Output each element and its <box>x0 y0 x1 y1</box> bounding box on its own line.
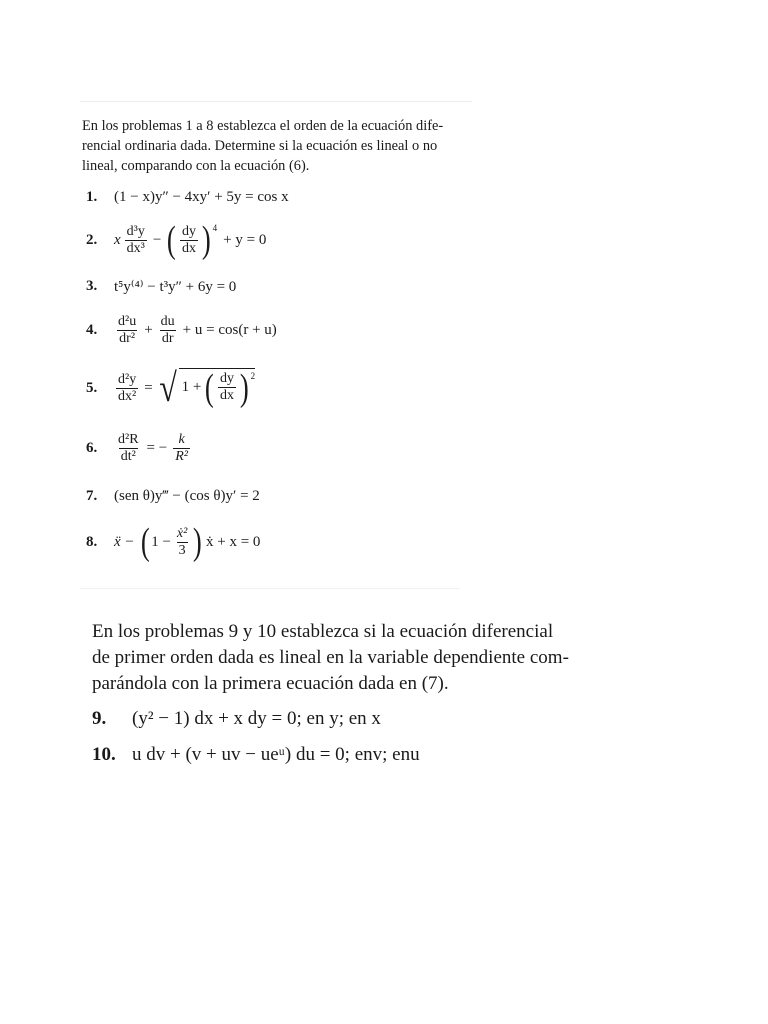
denominator: dx³ <box>126 240 145 256</box>
equation <box>114 432 192 465</box>
equation: t⁵y⁽⁴⁾ − t³y″ + 6y = 0 <box>114 279 237 295</box>
fraction <box>116 372 138 405</box>
intro-paragraph <box>82 116 474 176</box>
numerator: du <box>160 314 175 329</box>
problem-number: 3. <box>86 278 98 294</box>
fraction <box>218 371 236 404</box>
fraction <box>175 526 189 559</box>
numerator: d²y <box>118 371 137 387</box>
numerator: ẋ² <box>176 525 188 541</box>
equation <box>114 523 260 561</box>
denominator: dt² <box>120 449 136 464</box>
problem-number: 4. <box>86 322 98 338</box>
denominator: dx <box>182 240 196 256</box>
equation: u dv + (v + uv − ueᵘ) du = 0; env; enu <box>132 744 420 765</box>
section-divider <box>80 588 460 589</box>
numerator: d²u <box>118 314 137 329</box>
intro-line-1: En los problemas 1 a 8 establezca el orden de la ecuación dife- <box>82 118 444 134</box>
numerator: dy <box>220 371 234 386</box>
equation <box>114 221 266 259</box>
numerator: d²R <box>118 432 139 447</box>
denominator: dr <box>161 331 174 346</box>
exponent: 4 <box>212 223 218 233</box>
problem-number: 1. <box>86 189 98 205</box>
intro-line-2: rencial ordinaria dada. Determine si la ecuación es lineal o no <box>82 138 438 154</box>
intro2-line-2: de primer orden dada es lineal en la variable dependiente com- <box>92 647 569 668</box>
problem-3 <box>86 277 236 296</box>
intro-paragraph-2 <box>92 619 612 697</box>
eq-term: 1 + <box>181 379 202 395</box>
problem-8 <box>86 523 260 561</box>
problem-number: 8. <box>86 533 98 550</box>
eq-tail: ẋ + x = 0 <box>205 533 261 550</box>
denominator: 3 <box>178 542 186 558</box>
radical-sign: √ <box>158 365 177 410</box>
problem-6 <box>86 432 192 465</box>
eq-operator: − <box>152 231 162 248</box>
eq-operator: + <box>144 322 153 338</box>
denominator: dx <box>220 388 234 403</box>
left-paren: ( <box>140 521 150 563</box>
eq-term: ẍ − <box>114 533 135 550</box>
fraction <box>116 314 138 347</box>
equation: (sen θ)y‴ − (cos θ)y′ = 2 <box>114 488 260 504</box>
right-paren: ) <box>239 366 249 409</box>
eq-operator: = − <box>146 440 168 456</box>
numerator: d³y <box>126 223 145 239</box>
problem-9 <box>92 708 381 730</box>
denominator: dr² <box>119 331 136 346</box>
fraction <box>116 432 141 465</box>
radicand <box>179 368 256 407</box>
intro2-line-3: parándola con la primera ecuación dada en (7). <box>92 673 449 694</box>
problem-1 <box>86 189 289 206</box>
fraction <box>159 314 177 347</box>
problem-number: 10. <box>92 744 116 765</box>
right-paren: ) <box>193 521 203 563</box>
equation: (1 − x)y″ − 4xy′ + 5y = cos x <box>114 189 289 205</box>
problem-7 <box>86 488 260 505</box>
denominator: dx² <box>118 388 137 404</box>
eq-term: x <box>114 231 121 248</box>
numerator: k <box>178 432 185 447</box>
equation <box>114 314 277 347</box>
denominator: R² <box>175 449 188 464</box>
intro2-line-1: En los problemas 9 y 10 establezca si la ecuación diferencial <box>92 621 554 642</box>
problem-number: 9. <box>92 708 107 729</box>
fraction <box>180 224 198 257</box>
exponent: 2 <box>250 370 256 381</box>
eq-operator: = <box>144 379 153 396</box>
equation <box>114 365 256 410</box>
problem-4 <box>86 314 277 347</box>
eq-term: 1 − <box>151 533 171 550</box>
left-paren: ( <box>205 366 215 409</box>
fraction <box>125 224 147 257</box>
left-paren: ( <box>167 219 177 261</box>
eq-tail: + u = cos(r + u) <box>182 322 277 338</box>
problem-number: 7. <box>86 488 98 504</box>
equation: (y² − 1) dx + x dy = 0; en y; en x <box>132 708 381 729</box>
right-paren: ) <box>201 219 211 261</box>
problem-5 <box>86 365 256 410</box>
eq-tail: + y = 0 <box>223 231 267 248</box>
intro-line-3: lineal, comparando con la ecuación (6). <box>82 158 310 174</box>
square-root <box>157 365 256 410</box>
top-divider <box>80 101 472 102</box>
fraction <box>173 432 190 465</box>
problem-number: 6. <box>86 440 98 456</box>
problem-10 <box>92 744 420 766</box>
problem-2 <box>86 221 266 259</box>
problem-number: 5. <box>86 379 98 396</box>
numerator: dy <box>182 223 196 239</box>
problem-number: 2. <box>86 231 98 248</box>
